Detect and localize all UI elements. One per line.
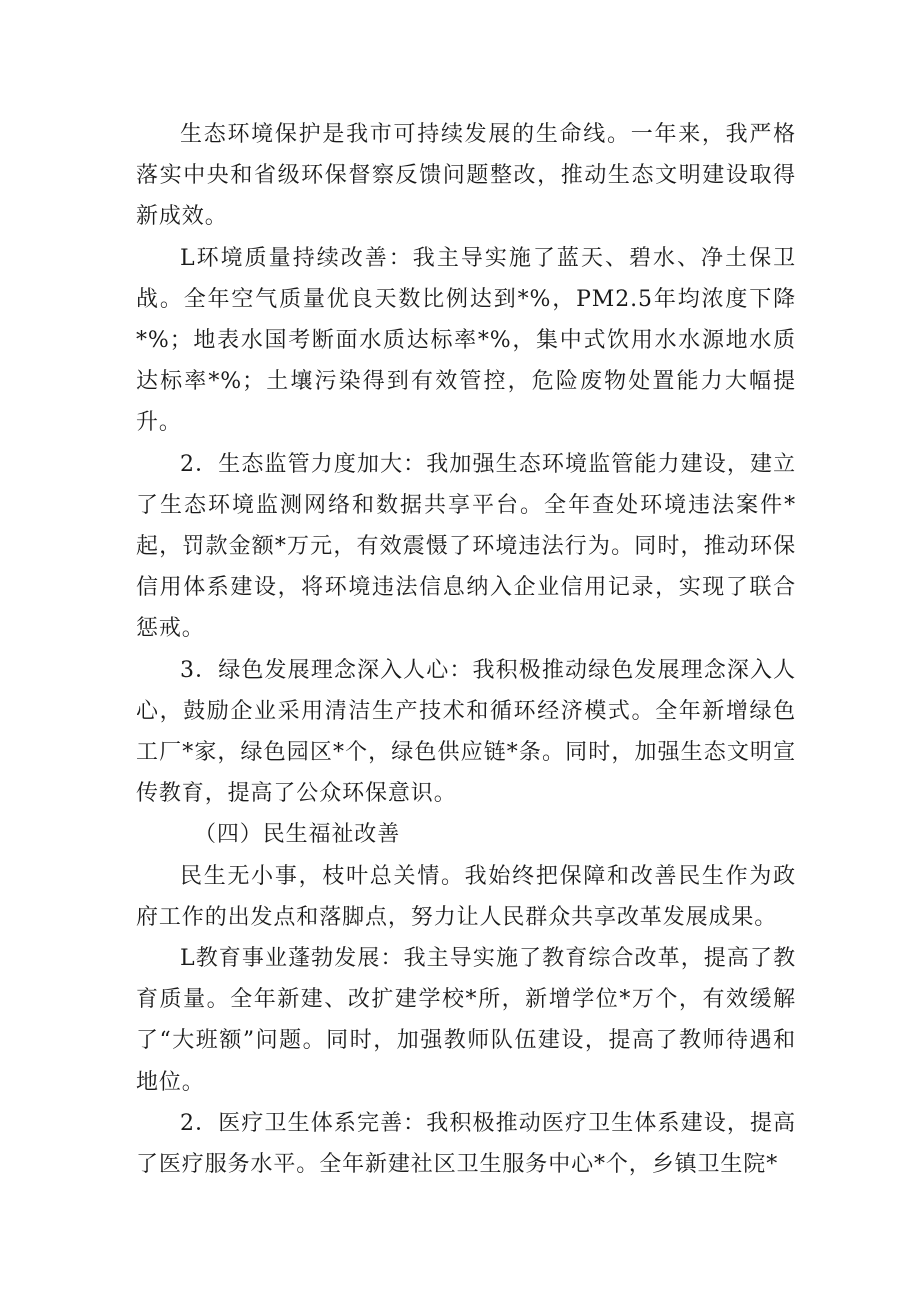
paragraph-green-development: 3．绿色发展理念深入人心：我积极推动绿色发展理念深入人心，鼓励企业采用清洁生产技术和循环经济模式。全年新增绿色工厂*家，绿色园区*个，绿色供应链*条。同时，加强生态文明宣传教育，提高了公众环保意识。 [136, 657, 796, 807]
paragraph-environment-quality: L环境质量持续改善：我主导实施了蓝天、碧水、净土保卫战。全年空气质量优良天数比例达到*%，PM2.5年均浓度下降*%；地表水国考断面水质达标率*%，集中式饮用水水源地水质达标率*%；土壤污染得到有效管控，危险废物处置能力大幅提升。 [136, 245, 796, 436]
section-heading-livelihood: （四）民生福祉改善 [194, 822, 401, 848]
paragraph-livelihood-intro: 民生无小事，枝叶总关情。我始终把保障和改善民生作为政府工作的出发点和落脚点，努力让人民群众共享改革发展成果。 [136, 863, 796, 930]
paragraph-ecological-supervision: 2．生态监管力度加大：我加强生态环境监管能力建设，建立了生态环境监测网络和数据共享平台。全年查处环境违法案件*起，罚款金额*万元，有效震慑了环境违法行为。同时，推动环保信用体系建设，将环境违法信息纳入企业信用记录，实现了联合惩戒。 [136, 451, 796, 642]
paragraph-ecology-intro: 生态环境保护是我市可持续发展的生命线。一年来，我严格落实中央和省级环保督察反馈问题整改，推动生态文明建设取得新成效。 [136, 122, 796, 230]
paragraph-healthcare: 2．医疗卫生体系完善：我积极推动医疗卫生体系建设，提高了医疗服务水平。全年新建社区卫生服务中心*个，乡镇卫生院* [136, 1110, 796, 1178]
paragraph-education: L教育事业蓬勃发展：我主导实施了教育综合改革，提高了教育质量。全年新建、改扩建学校*所，新增学位*万个，有效缓解了“大班额”问题。同时，加强教师队伍建设，提高了教师待遇和地位。 [136, 946, 796, 1095]
document-body [136, 114, 796, 1185]
